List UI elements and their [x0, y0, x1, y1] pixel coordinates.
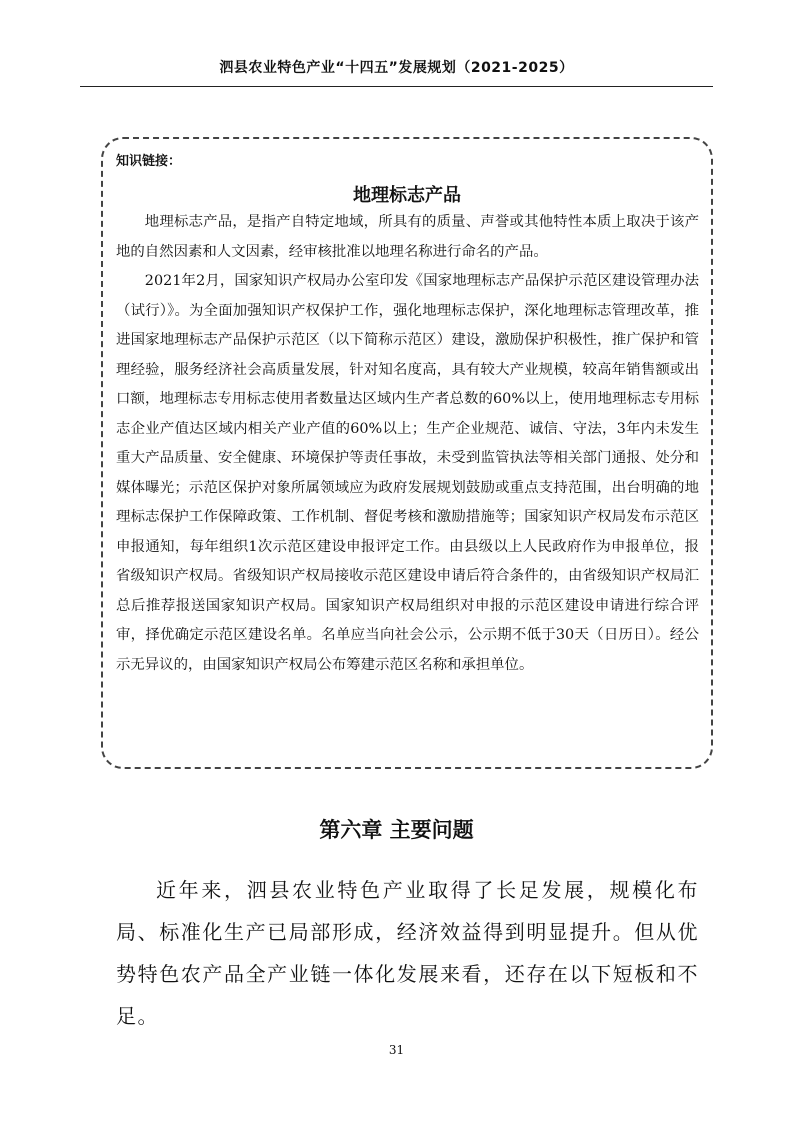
- chapter-body: [116, 869, 699, 1037]
- knowledge-link-body: [116, 208, 699, 680]
- knowledge-link-title: 地理标志产品: [353, 185, 461, 206]
- knowledge-paragraph: 地理标志产品，是指产自特定地域，所具有的质量、声誉或其他特性本质上取决于该产地的自然因素和人文因素，经审核批准以地理名称进行命名的产品。: [116, 214, 699, 260]
- knowledge-paragraph: 2021年2月，国家知识产权局办公室印发《国家地理标志产品保护示范区建设管理办法（试行）》。为全面加强知识产权保护工作，强化地理标志保护，深化地理标志管理改革，推进国家地理标志产品保护示范区（以下简称示范区）建设，激励保护积极性，推广保护和管理经验，服务经济社会高质量发展，针对知名度高，具有较大产业规模，较高年销售额或出口额，地理标志专用标志使用者数量达区域内生产者总数的60%以上，使用地理标志专用标志企业产值达区域内相关产业产值的60%以上；生产企业规范、诚信、守法，3年内未发生重大产品质量、安全健康、环境保护等责任事故，未受到监管执法等相关部门通报、处分和媒体曝光；示范区保护对象所属领域应为政府发展规划鼓励或重点支持范围，出台明确的地理标志保护工作保障政策、工作机制、督促考核和激励措施等；国家知识产权局发布示范区申报通知，每年组织1次示范区建设申报评定工作。由县级以上人民政府作为申报单位，报省级知识产权局。省级知识产权局接收示范区建设申请后符合条件的，由省级知识产权局汇总后推荐报送国家知识产权局。国家知识产权局组织对申报的示范区建设申请进行综合评审，择优确定示范区建设名单。名单应当向社会公示，公示期不低于30天（日历日）。经公示无异议的，由国家知识产权局公布筹建示范区名称和承担单位。: [116, 273, 699, 673]
- running-header: 泗县农业特色产业“十四五”发展规划（2021-2025）: [219, 60, 574, 76]
- page-number: 31: [388, 1043, 405, 1057]
- knowledge-link-label: 知识链接：: [116, 154, 182, 169]
- chapter-title: 第六章 主要问题: [319, 818, 474, 842]
- header-rule: [80, 86, 713, 87]
- chapter-paragraph: 近年来，泗县农业特色产业取得了长足发展，规模化布局、标准化生产已局部形成，经济效益得到明显提升。但从优势特色农产品全产业链一体化发展来看，还存在以下短板和不足。: [116, 878, 699, 1028]
